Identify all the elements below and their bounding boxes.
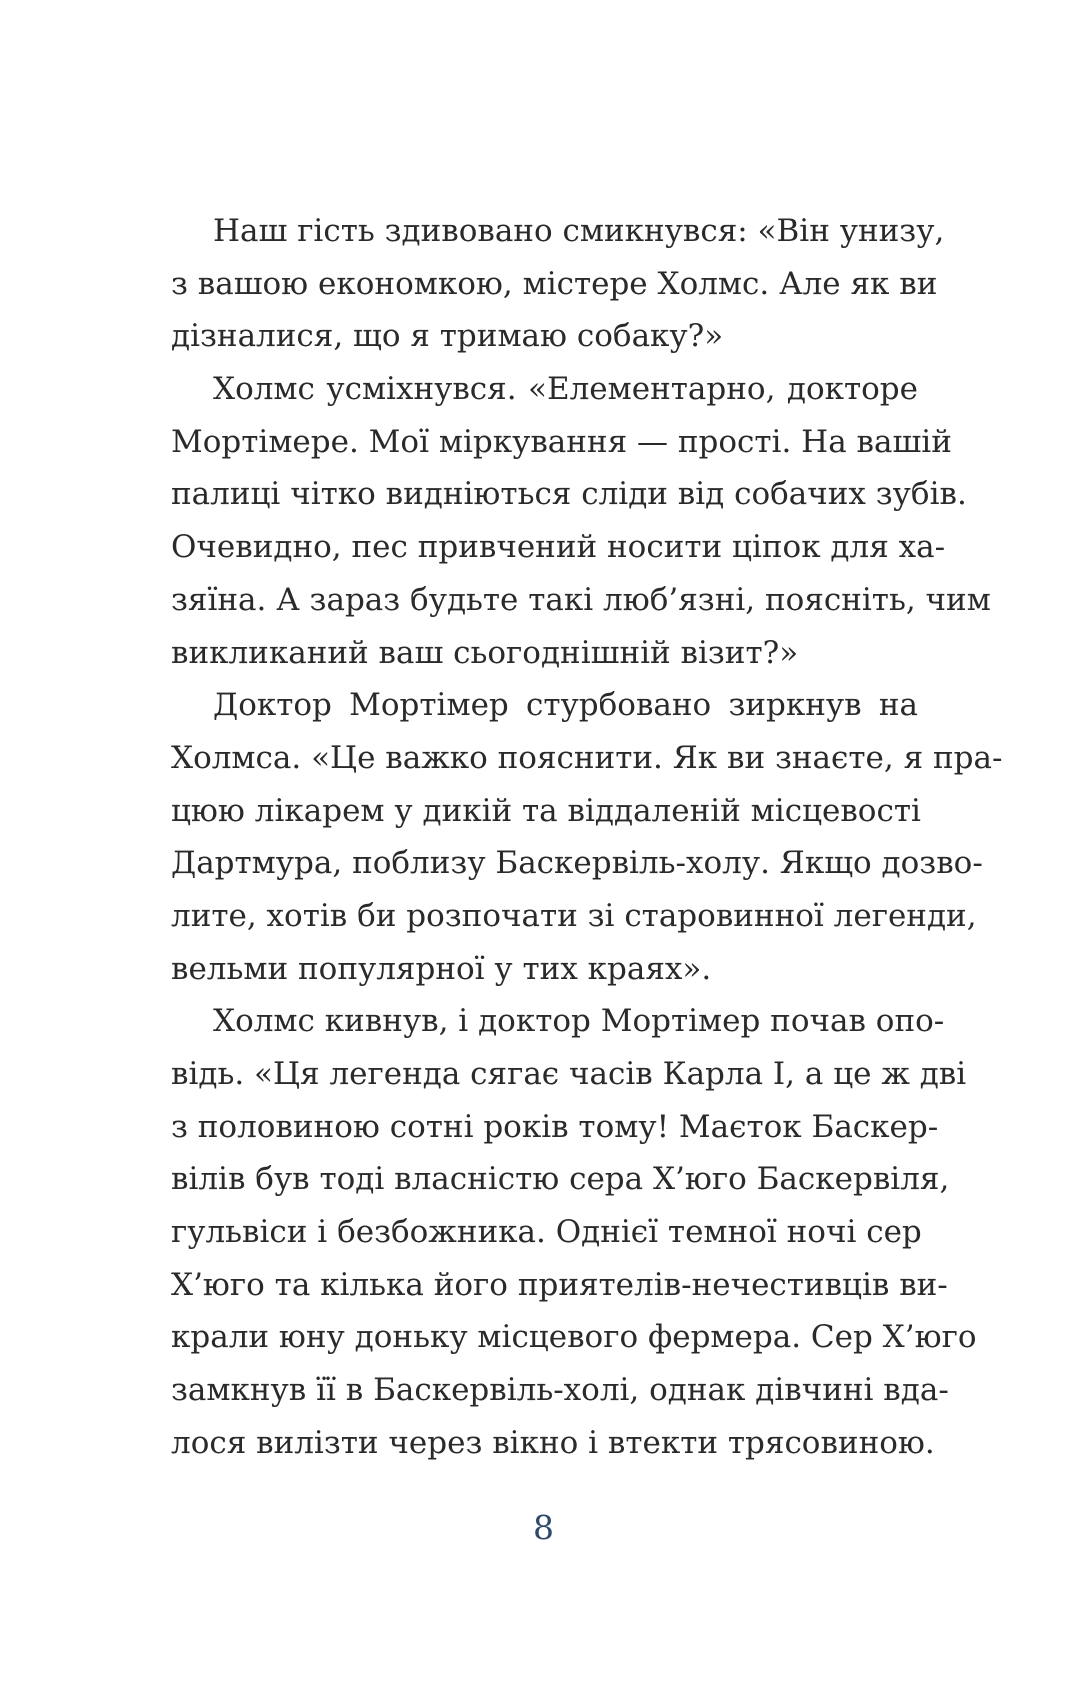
text-line: з половиною сотні років тому! Маєток Баскер- [171, 1108, 939, 1145]
text-line: вілів був тоді власністю сера Х’юго Баскервіля, [171, 1161, 950, 1198]
text-line: Мортімере. Мої міркування — прості. На вашій [171, 423, 952, 460]
text-line: цюю лікарем у дикій та віддаленій місцевості [171, 792, 921, 829]
paragraph-2 [171, 363, 991, 679]
page-number: 8 [533, 1508, 554, 1547]
paragraph-3 [171, 679, 1003, 995]
text-line: вельми популярної у тих краях». [171, 950, 712, 987]
text-line: відь. «Ця легенда сягає часів Карла I, а це ж дві [171, 1056, 967, 1092]
text-line: Холмса. «Це важко пояснити. Як ви знаєте, я пра- [171, 739, 1003, 776]
text-line: лося вилізти через вікно і втекти трясовиною. [171, 1424, 935, 1461]
text-line: викликаний ваш сьогоднішній візит?» [171, 634, 799, 671]
text-line: замкнув її в Баскервіль-холі, однак дівчині вда- [171, 1372, 949, 1409]
text-line: Холмс кивнув, і доктор Мортімер почав опо- [213, 1003, 945, 1040]
paragraph-1 [171, 205, 945, 363]
text-line: Холмс усміхнувся. «Елементарно, докторе [213, 371, 918, 408]
text-line: лите, хотів би розпочати зі старовинної легенди, [171, 897, 977, 934]
text-line: палиці чітко видніються сліди від собачих зубів. [171, 476, 967, 513]
text-line: Доктор Мортімер стурбовано зиркнув на [213, 687, 918, 724]
text-line: дізналися, що я тримаю собаку?» [171, 318, 724, 355]
text-line: зяїна. А зараз будьте такі люб’язні, поясніть, чим [171, 581, 991, 618]
text-line: гульвіси і безбожника. Однієї темної ночі сер [171, 1214, 922, 1251]
text-line: Х’юго та кілька його приятелів-нечестивців ви- [171, 1266, 948, 1303]
text-line: з вашою економкою, містере Холмс. Але як ви [171, 265, 938, 302]
text-line: Очевидно, пес привчений носити ціпок для ха- [171, 529, 946, 566]
paragraph-4 [171, 995, 977, 1469]
text-line: Наш гість здивовано смикнувся: «Він унизу, [213, 213, 945, 249]
text-line: Дартмура, поблизу Баскервіль-холу. Якщо дозво- [171, 845, 983, 882]
text-line: крали юну доньку місцевого фермера. Сер Х’юго [171, 1319, 977, 1356]
body-text [171, 205, 1003, 1470]
